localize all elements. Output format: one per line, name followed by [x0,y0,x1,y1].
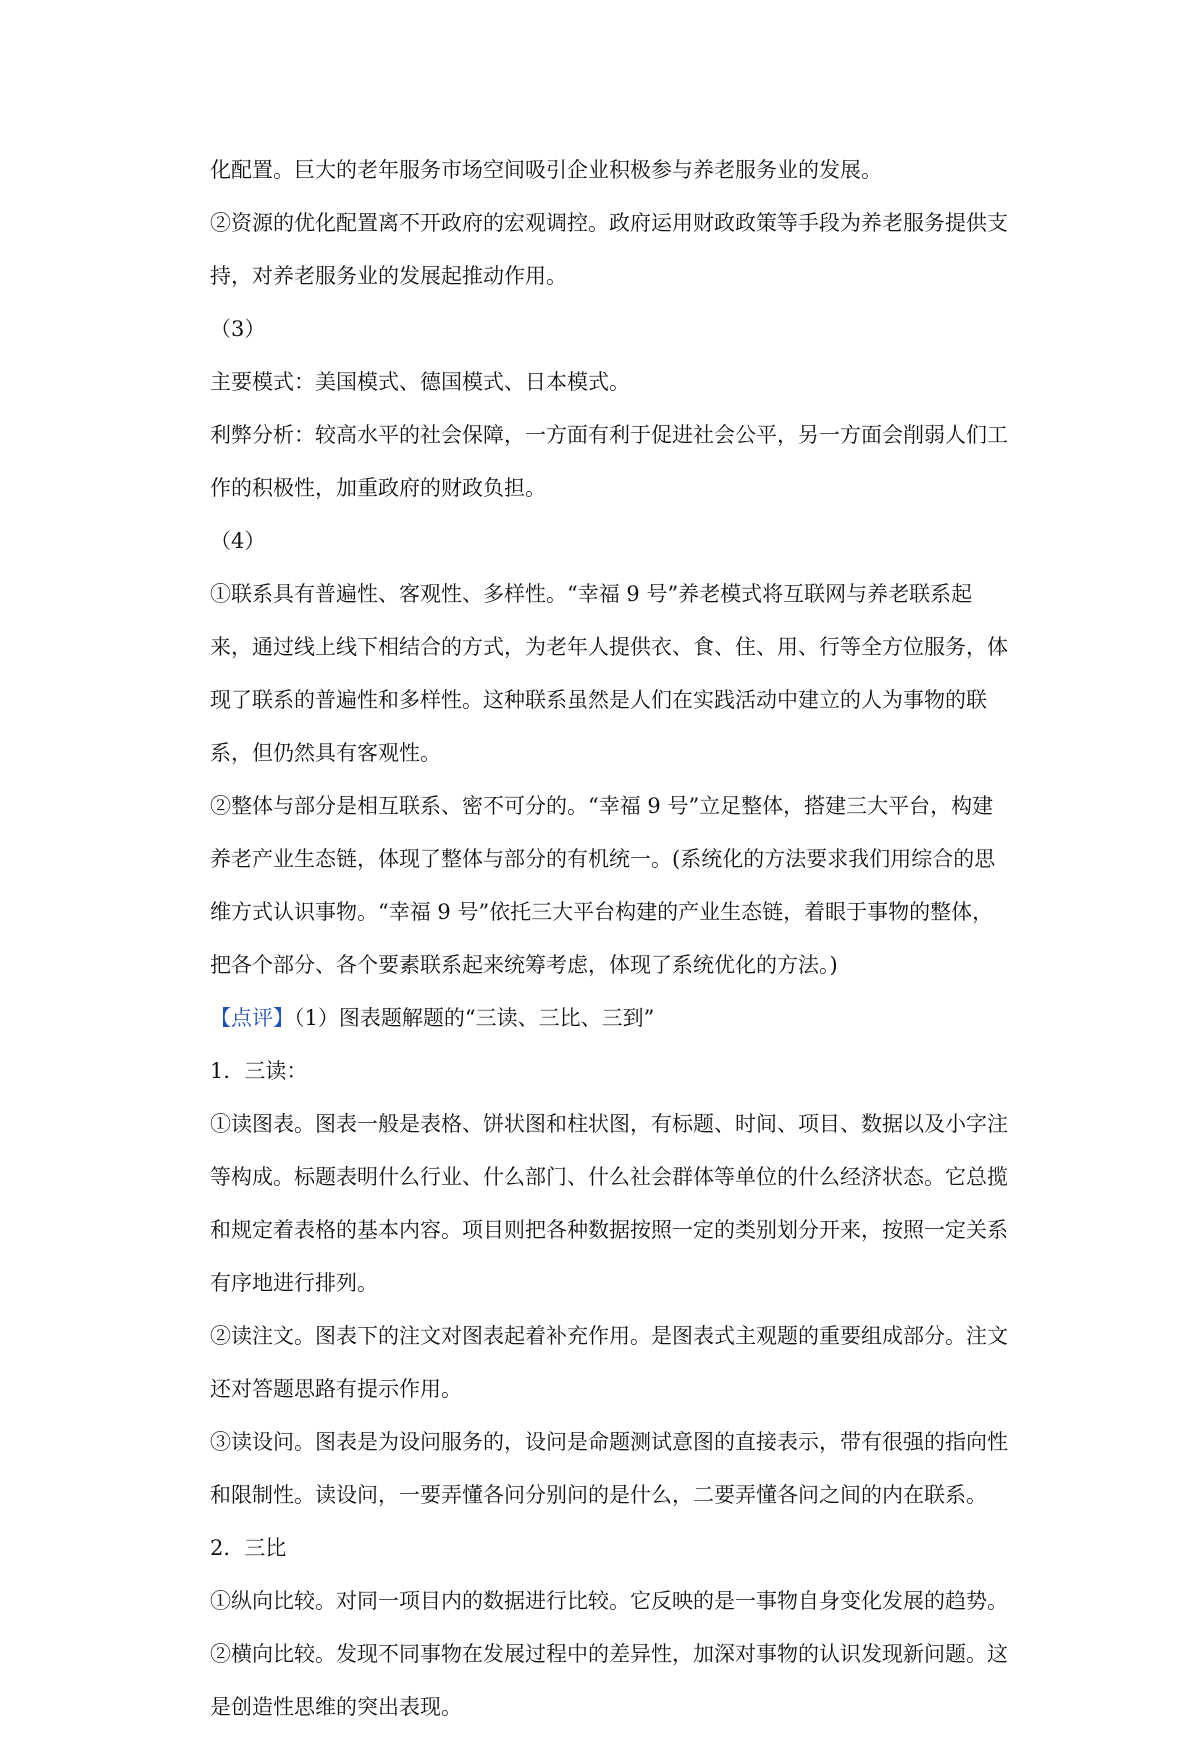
text-line: 现了联系的普遍性和多样性。这种联系虽然是人们在实践活动中建立的人为事物的联 [210,688,987,712]
comment-tag: 【点评】 [210,1006,294,1030]
text-line: ②横向比较。发现不同事物在发展过程中的差异性，加深对事物的认识发现新问题。这 [210,1642,1008,1666]
text-line: ②读注文。图表下的注文对图表起着补充作用。是图表式主观题的重要组成部分。注文 [210,1324,1008,1348]
text-line: 系，但仍然具有客观性。 [210,741,441,765]
text-line: 有序地进行排列。 [210,1271,378,1295]
text-line: 等构成。标题表明什么行业、什么部门、什么社会群体等单位的什么经济状态。它总揽 [210,1165,1008,1189]
comment-line [210,1000,1014,1053]
text-line: 是创造性思维的突出表现。 [210,1695,462,1719]
text-line: ②资源的优化配置离不开政府的宏观调控。政府运用财政政策等手段为养老服务提供支 [210,211,1008,235]
text-line: 和规定着表格的基本内容。项目则把各种数据按照一定的类别划分开来，按照一定关系 [210,1218,1008,1242]
text-line: ①联系具有普遍性、客观性、多样性。“幸福 9 号”养老模式将互联网与养老联系起 [210,582,973,606]
text-line: 还对答题思路有提示作用。 [210,1377,462,1401]
text-line: 主要模式：美国模式、德国模式、日本模式。 [210,370,630,394]
section-number: （3） [210,317,266,341]
text-line: 化配置。巨大的老年服务市场空间吸引企业积极参与养老服务业的发展。 [210,158,882,182]
subheading: 2．三比 [210,1536,287,1560]
text-line: 作的积极性，加重政府的财政负担。 [210,476,546,500]
text-line: ②整体与部分是相互联系、密不可分的。“幸福 9 号”立足整体，搭建三大平台，构建 [210,794,994,818]
text-line: 利弊分析：较高水平的社会保障，一方面有利于促进社会公平，另一方面会削弱人们工 [210,423,1008,447]
text-line: 养老产业生态链，体现了整体与部分的有机统一。(系统化的方法要求我们用综合的思 [210,847,996,871]
section-number: （4） [210,529,266,553]
text-line: ①纵向比较。对同一项目内的数据进行比较。它反映的是一事物自身变化发展的趋势。 [210,1589,1008,1613]
text-line: 持，对养老服务业的发展起推动作用。 [210,264,567,288]
text-line: ③读设问。图表是为设问服务的，设问是命题测试意图的直接表示，带有很强的指向性 [210,1430,1008,1454]
text-line: 和限制性。读设问，一要弄懂各问分别问的是什么，二要弄懂各问之间的内在联系。 [210,1483,987,1507]
subheading: 1．三读： [210,1059,308,1083]
text-line: 来，通过线上线下相结合的方式，为老年人提供衣、食、住、用、行等全方位服务，体 [210,635,1008,659]
page-content [210,152,1014,1742]
comment-text: （1）图表题解题的“三读、三比、三到” [294,1006,655,1030]
text-line: 维方式认识事物。“幸福 9 号”依托三大平台构建的产业生态链，着眼于事物的整体， [210,900,994,924]
text-line: ①读图表。图表一般是表格、饼状图和柱状图，有标题、时间、项目、数据以及小字注 [210,1112,1008,1136]
text-line: 把各个部分、各个要素联系起来统筹考虑，体现了系统优化的方法。) [210,953,838,977]
